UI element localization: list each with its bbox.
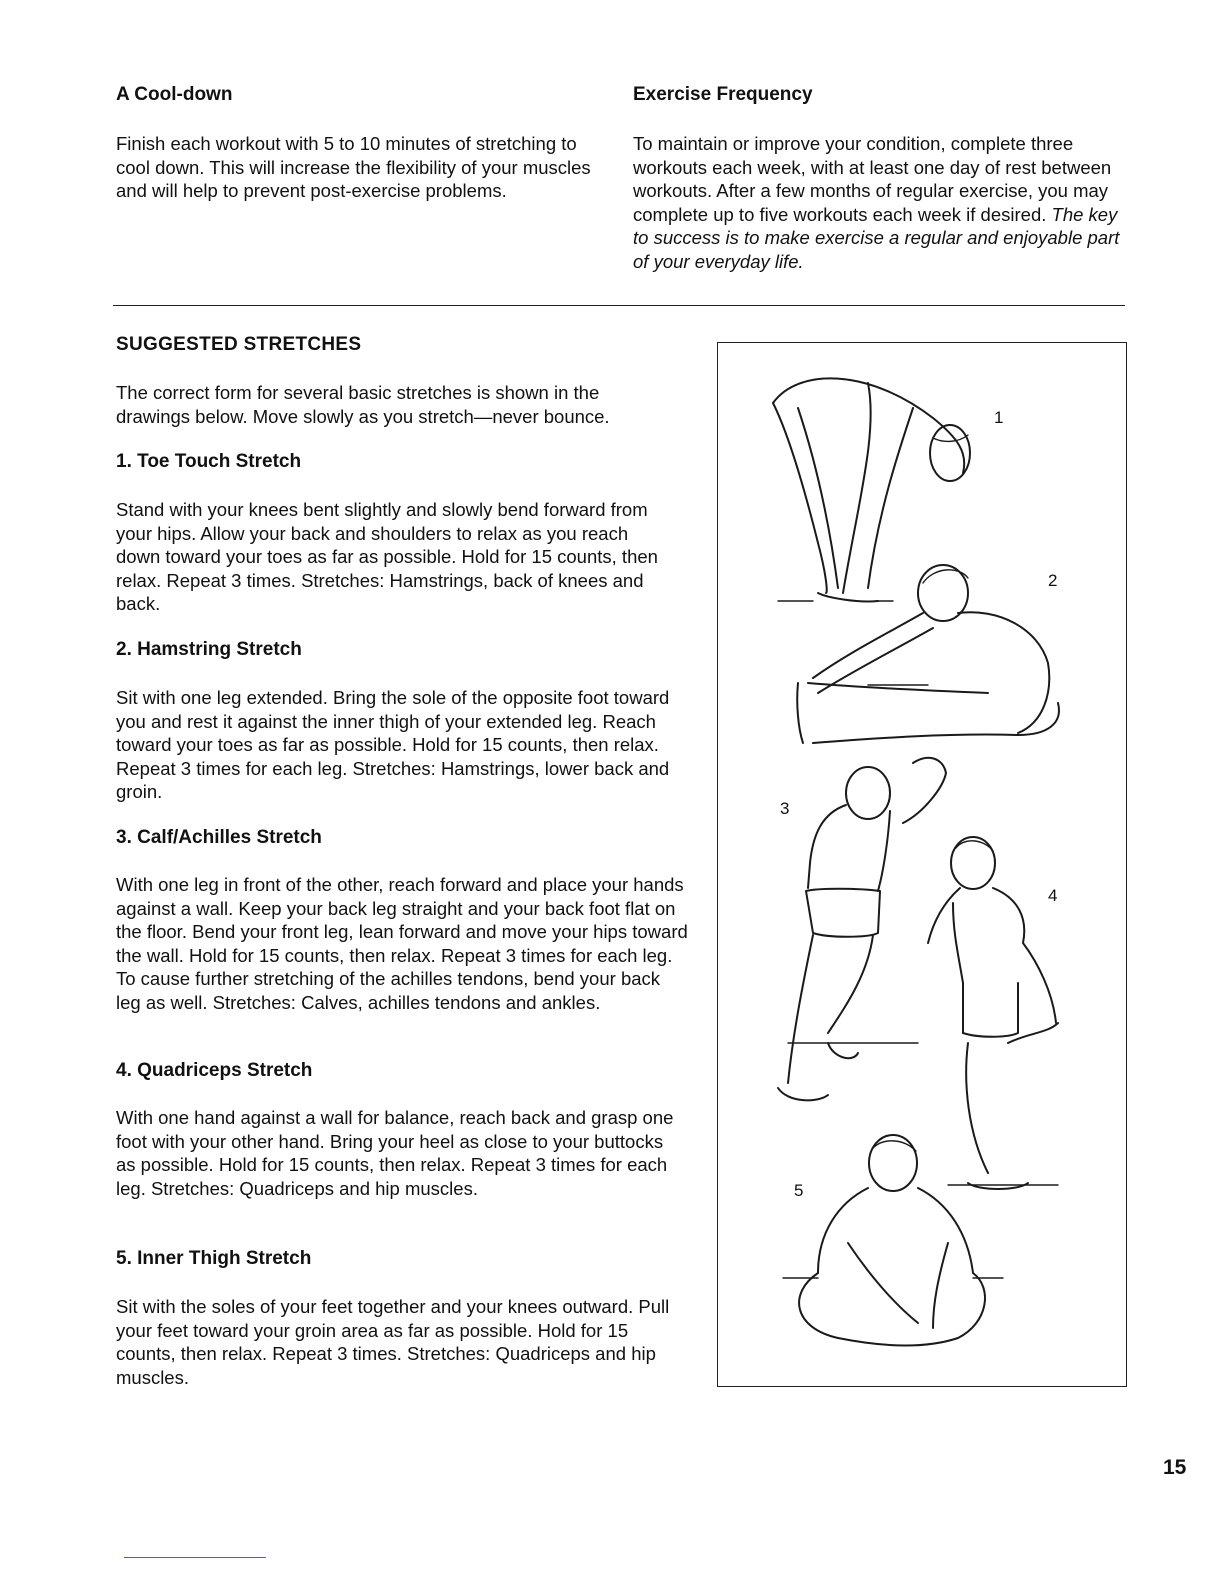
figure-quadriceps (928, 837, 1058, 1189)
stretches-heading: SUGGESTED STRETCHES (116, 334, 362, 355)
footer-line (124, 1557, 266, 1558)
frequency-text (633, 132, 1128, 273)
figure-label-3: 3 (780, 799, 790, 818)
stretch-3-text: With one leg in front of the other, reach forward and place your hands against a wall. Keep your back leg straight and your back foot flat on the floor. Bend your front leg, lean forward and move your hips toward the wall. Hold for 15 counts, then relax. Repeat 3 times for each leg. To cause further stretching of the achilles tendons, bend your back leg as well. Stretches: Calves, achilles tendons and ankles. (116, 874, 688, 1013)
page-number: 15 (1163, 1456, 1187, 1479)
stretch-5-title: 5. Inner Thigh Stretch (116, 1248, 312, 1269)
stretch-4-text: With one hand against a wall for balance, reach back and grasp one foot with your other hand. Bring your heel as close to your buttocks as possible. Hold for 15 counts, then relax. Repeat 3 times for each leg. Stretches: Quadriceps and hip muscles. (116, 1107, 674, 1199)
stretch-1-title: 1. Toe Touch Stretch (116, 451, 302, 472)
figure-label-4: 4 (1048, 886, 1058, 905)
cooldown-text: Finish each workout with 5 to 10 minutes of stretching to cool down. This will increase the flexibility of your muscles and will help to prevent post-exercise problems. (116, 133, 591, 201)
stretch-5-text: Sit with the soles of your feet together and your knees outward. Pull your feet toward your groin area as far as possible. Hold for 15 counts, then relax. Repeat 3 times. Stretches: Quadriceps and hip muscles. (116, 1296, 670, 1388)
stretch-2-title: 2. Hamstring Stretch (116, 639, 302, 660)
cooldown-heading: A Cool-down (116, 84, 233, 105)
frequency-italic: The key to success is to make exercise a regular and enjoyable part of your everyday life. (633, 203, 1120, 272)
figure-label-1: 1 (994, 408, 1004, 427)
stretches-intro: The correct form for several basic stretches is shown in the drawings below. Move slowly as you stretch—never bounce. (116, 382, 610, 427)
stretch-1-text: Stand with your knees bent slightly and slowly bend forward from your hips. Allow your back and shoulders to relax as you reach down toward your toes as far as possible. Hold for 15 counts, then relax. Repeat 3 times. Stretches: Hamstrings, back of knees and back. (116, 499, 658, 614)
frequency-body: To maintain or improve your condition, complete three workouts each week, with at least one day of rest between workouts. After a few months of regular exercise, you may complete up to five workouts each week if desired. (633, 133, 1112, 225)
figure-toe-touch (773, 378, 970, 601)
frequency-heading: Exercise Frequency (633, 84, 813, 105)
figure-calf-achilles (778, 758, 946, 1101)
stretch-2-text: Sit with one leg extended. Bring the sole of the opposite foot toward you and rest it against the inner thigh of your extended leg. Reach toward your toes as far as possible. Hold for 15 counts, then relax. Repeat 3 times for each leg. Stretches: Hamstrings, lower back and groin. (116, 687, 670, 802)
stretches-illustration (717, 342, 1127, 1387)
stretch-figures (718, 343, 1128, 1388)
figure-label-5: 5 (794, 1181, 804, 1200)
stretch-3-title: 3. Calf/Achilles Stretch (116, 827, 322, 848)
figure-label-2: 2 (1048, 571, 1058, 590)
figure-hamstring (797, 565, 1059, 743)
stretch-4-title: 4. Quadriceps Stretch (116, 1060, 313, 1081)
figure-inner-thigh (783, 1135, 1003, 1346)
section-divider (113, 305, 1125, 306)
